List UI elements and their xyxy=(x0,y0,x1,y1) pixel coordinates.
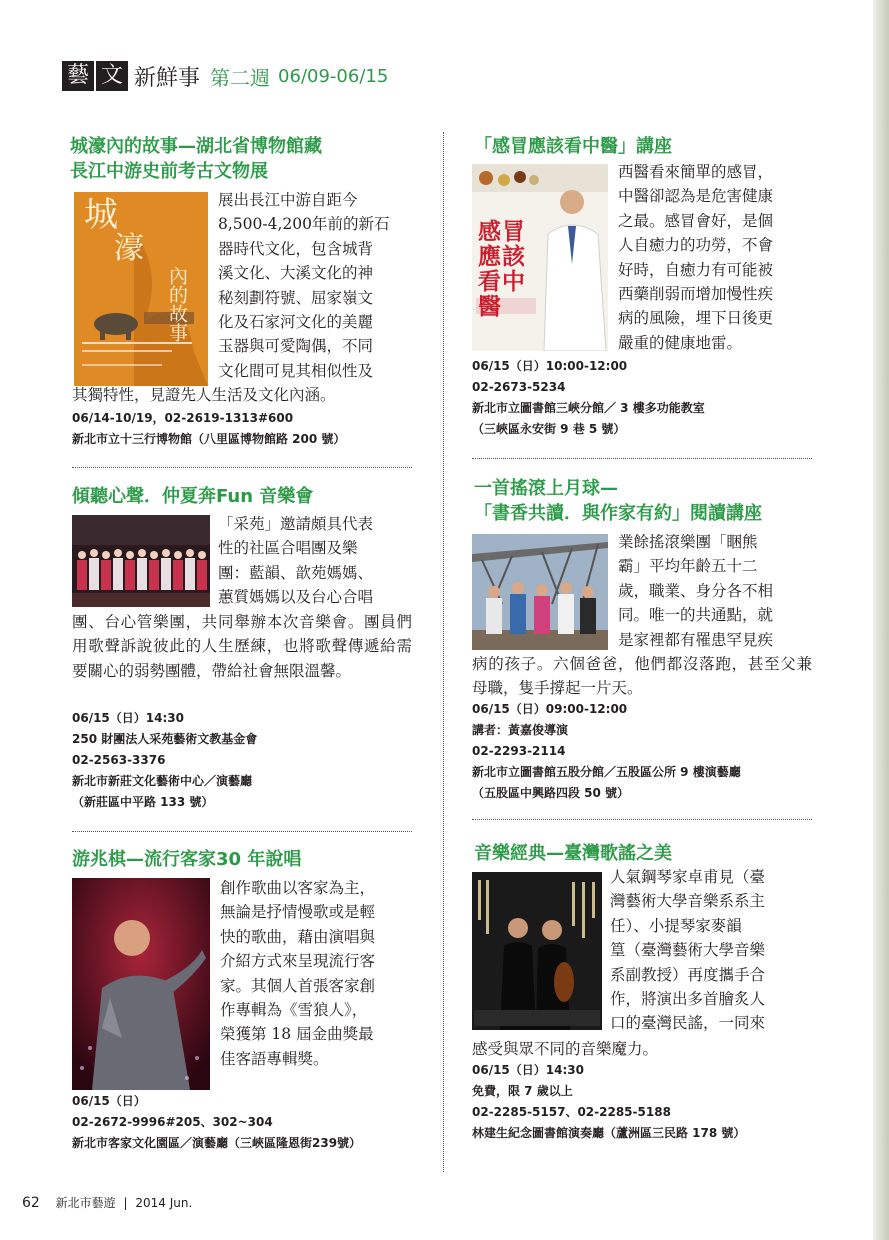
section-header xyxy=(62,60,388,92)
column-divider xyxy=(443,132,444,1172)
adjacent-page-edge xyxy=(873,0,889,1240)
article-6-title: 音樂經典—臺灣歌謠之美 xyxy=(474,843,672,864)
article-5-text-wrap: 業餘搖滾樂團「睏熊 霸」平均年齡五十二 歲，職業、身分各不相 同。唯一的共通點，就 是家裡都有罹患罕見疾 xyxy=(618,533,774,649)
header-badge-1: 藝 xyxy=(62,61,94,91)
page-footer xyxy=(22,1194,192,1211)
article-3-text-wrap: 創作歌曲以客家為主， 無論是抒情慢歌或是輕 快的歌曲，藉由演唱與 介紹方式來呈現流行客 家。其個人首張客家創 作專輯為《雪狼人》， 榮獲第 18 屆金曲獎最 佳客語專輯獎。 xyxy=(220,879,376,1068)
article-1-text-full: 其獨特性，見證先人生活及文化內涵。 xyxy=(72,386,336,404)
article-4-book-cover xyxy=(472,164,608,351)
separator-3 xyxy=(472,458,812,459)
header-dates: 06/09-06/15 xyxy=(278,65,389,87)
article-2-photo xyxy=(72,515,210,607)
article-3-info: 06/15（日） 02-2672-9996#205、302~304 新北市客家文化園區／演藝廳（三峽區隆恩街239號） xyxy=(72,1094,362,1150)
article-6-poster xyxy=(472,872,602,1030)
header-week: 第二週 xyxy=(210,65,271,90)
poster-title-char-1: 城 xyxy=(84,195,118,235)
article-5-info: 06/15（日）09:00-12:00 講者：黃嘉俊導演 02-2293-2114 新北市立圖書館五股分館／五股區公所 9 樓演藝廳 （五股區中興路四段 50 號） xyxy=(472,702,741,800)
article-4-info: 06/15（日）10:00-12:00 02-2673-5234 新北市立圖書館三峽分館／ 3 樓多功能教室 （三峽區永安街 9 巷 5 號） xyxy=(472,359,705,436)
poster-title-rest: 內的故事 xyxy=(166,266,188,342)
book-cover-title: 感冒應該看中醫 xyxy=(478,219,526,320)
article-6-text-wrap: 人氣鋼琴家卓甫見（臺 灣藝術大學音樂系系主 任）、小提琴家麥韻 篁（臺灣藝術大學音樂 系副教授）再度攜手合 作，將演出多首膾炙人 口的臺灣民謠，一同來 xyxy=(610,868,766,1033)
separator-4 xyxy=(472,819,812,820)
issue-date: 2014 Jun. xyxy=(135,1196,193,1210)
article-2-text-full: 團、台心管樂團，共同舉辦本次音樂會。團員們用歌聲訴說彼此的人生歷練，也將歌聲傳遞給需要關心的弱勢團體，帶給社會無限溫馨。 xyxy=(72,613,412,680)
article-4-title: 「感冒應該看中醫」講座 xyxy=(474,136,672,157)
article-1-poster xyxy=(74,192,208,386)
article-1-text-wrap: 展出長江中游自距今 8,500-4,200年前的新石 器時代文化，包含城背 溪文化、大溪文化的神 秘刻劃符號、屈家嶺文 化及石家河文化的美麗 玉器與可愛陶偶，不同 文化間可見其相似性及 xyxy=(218,191,390,380)
article-5-photo xyxy=(472,534,608,650)
article-6-text-full: 感受與眾不同的音樂魔力。 xyxy=(472,1040,659,1058)
article-2-info: 06/15（日）14:30 250 財團法人采苑藝術文教基金會 02-2563-3376 新北市新莊文化藝術中心／演藝廳 （新莊區中平路 133 號） xyxy=(72,711,258,809)
article-2-title: 傾聽心聲．仲夏奔Fun 音樂會 xyxy=(72,486,314,507)
article-4-text-wrap: 西醫看來簡單的感冒， 中醫卻認為是危害健康 之最。感冒會好，是個 人自癒力的功勞，不會 好時，自癒力有可能被 西藥削弱而增加慢性疾 病的風險，埋下日後更 嚴重的健康地雷。 xyxy=(618,163,774,352)
footer-separator: | xyxy=(123,1196,128,1210)
header-word: 新鮮事 xyxy=(134,65,201,91)
article-1-title: 城濠內的故事—湖北省博物館藏 長江中游史前考古文物展 xyxy=(70,136,322,182)
poster-title-char-2: 濠 xyxy=(114,231,144,266)
page-number: 62 xyxy=(22,1195,40,1211)
article-1-info: 06/14-10/19，02-2619-1313#600 新北市立十三行博物館（八里區博物館路 200 號） xyxy=(72,411,346,446)
header-badge-2: 文 xyxy=(96,61,128,91)
article-5-title: 一首搖滾上月球— 「書香共讀．與作家有約」閱讀講座 xyxy=(474,478,762,524)
separator-1 xyxy=(72,467,412,468)
article-5-text-full: 病的孩子。六個爸爸，他們都沒落跑，甚至父兼母職，隻手撐起一片天。 xyxy=(472,655,812,698)
article-3-photo xyxy=(72,878,210,1090)
article-2-text-wrap: 「采苑」邀請頗具代表 性的社區合唱團及樂 團：藍韻、歆苑媽媽、 蕙質媽媽以及台心合唱 xyxy=(218,515,374,607)
separator-2 xyxy=(72,831,412,832)
magazine-name: 新北市藝遊 xyxy=(55,1196,116,1210)
article-6-info: 06/15（日）14:30 免費，限 7 歲以上 02-2285-5157、02-2285-5188 林建生紀念圖書館演奏廳（蘆洲區三民路 178 號） xyxy=(472,1063,746,1140)
article-3-title: 游兆棋—流行客家30 年說唱 xyxy=(72,849,302,870)
